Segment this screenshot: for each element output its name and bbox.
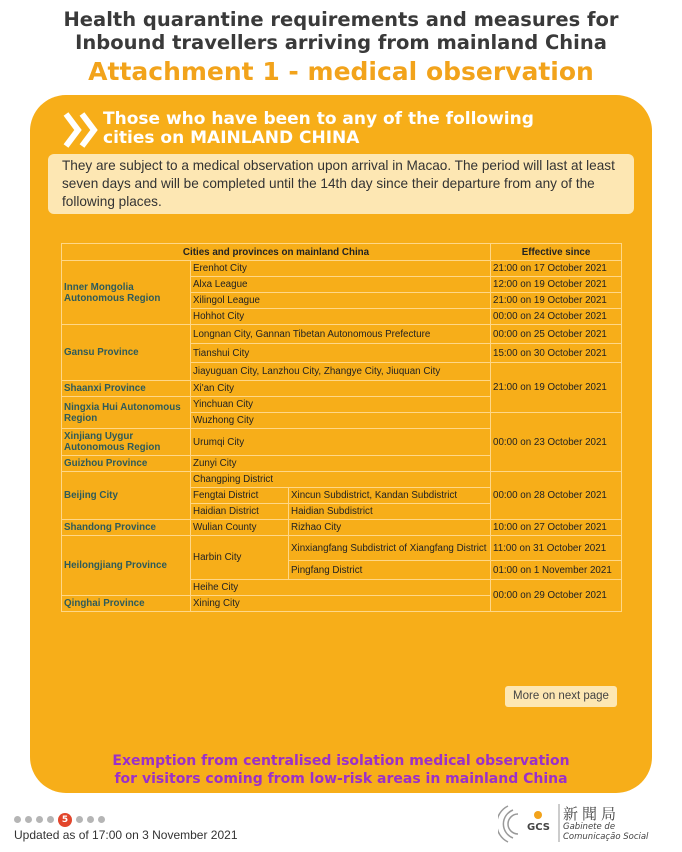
place-cell: Xi'an City xyxy=(191,381,491,397)
logo-abbreviation: GCS xyxy=(527,822,550,833)
province-cell: Inner Mongolia Autonomous Region xyxy=(62,261,191,325)
date-cell: 21:00 on 17 October 2021 xyxy=(491,261,622,277)
exemption-line-2: for visitors coming from low-risk areas in mainland China xyxy=(114,771,568,787)
date-cell: 01:00 on 1 November 2021 xyxy=(491,561,622,580)
page-dot[interactable] xyxy=(87,816,94,823)
date-cell: 00:00 on 28 October 2021 xyxy=(491,472,622,520)
table-row xyxy=(62,520,622,536)
province-cell: Xinjiang Uygur Autonomous Region xyxy=(62,429,191,456)
pagination-dots xyxy=(14,809,109,823)
date-cell: 12:00 on 19 October 2021 xyxy=(491,277,622,293)
observation-note: They are subject to a medical observation upon arrival in Macao. The period will last at least seven days and will be completed until the 14th day since their departure from any of the following places. xyxy=(48,154,634,214)
province-cell: Qinghai Province xyxy=(62,596,191,612)
place-cell: Alxa League xyxy=(191,277,491,293)
date-cell: 00:00 on 24 October 2021 xyxy=(491,309,622,325)
date-cell: 11:00 on 31 October 2021 xyxy=(491,536,622,561)
table-row xyxy=(62,325,622,344)
subdistrict-cell: Pingfang District xyxy=(289,561,491,580)
date-cell: 15:00 on 30 October 2021 xyxy=(491,344,622,363)
current-page-dot[interactable]: 5 xyxy=(58,813,72,827)
date-cell: 00:00 on 23 October 2021 xyxy=(491,413,622,472)
updated-timestamp: Updated as of 17:00 on 3 November 2021 xyxy=(14,828,238,842)
date-cell: 21:00 on 19 October 2021 xyxy=(491,363,622,413)
place-cell: Tianshui City xyxy=(191,344,491,363)
province-cell: Guizhou Province xyxy=(62,456,191,472)
cities-table xyxy=(61,243,622,612)
place-cell: Wulian County xyxy=(191,520,289,536)
place-cell: Harbin City xyxy=(191,536,289,580)
province-cell: Beijing City xyxy=(62,472,191,520)
subdistrict-cell: Xinxiangfang Subdistrict of Xiangfang District xyxy=(289,536,491,561)
place-cell: Jiayuguan City, Lanzhou City, Zhangye City, Jiuquan City xyxy=(191,363,491,381)
table-row xyxy=(62,261,622,277)
table-row xyxy=(62,536,622,561)
page-dot[interactable] xyxy=(25,816,32,823)
date-cell: 00:00 on 25 October 2021 xyxy=(491,325,622,344)
page-dot[interactable] xyxy=(14,816,21,823)
province-cell: Ningxia Hui Autonomous Region xyxy=(62,397,191,429)
place-cell: Fengtai District xyxy=(191,488,289,504)
exemption-line-1: Exemption from centralised isolation medical observation xyxy=(112,753,570,769)
province-cell: Heilongjiang Province xyxy=(62,536,191,596)
place-cell: Zunyi City xyxy=(191,456,491,472)
subdistrict-cell: Rizhao City xyxy=(289,520,491,536)
place-cell: Changping District xyxy=(191,472,491,488)
province-cell: Shandong Province xyxy=(62,520,191,536)
place-cell: Wuzhong City xyxy=(191,413,491,429)
logo-portuguese-name xyxy=(563,822,648,842)
subdistrict-cell: Xincun Subdistrict, Kandan Subdistrict xyxy=(289,488,491,504)
logo-name-line-2: Comunicação Social xyxy=(563,832,649,842)
title-line-2: Inbound travellers arriving from mainland China xyxy=(75,31,607,54)
more-on-next-page-button[interactable]: More on next page xyxy=(505,686,617,707)
section-heading xyxy=(103,110,534,148)
date-cell: 00:00 on 29 October 2021 xyxy=(491,580,622,612)
column-header: Cities and provinces on mainland China xyxy=(62,244,491,261)
table-row xyxy=(62,472,622,488)
title-line-1: Health quarantine requirements and measures for xyxy=(63,8,619,31)
subdistrict-cell: Haidian Subdistrict xyxy=(289,504,491,520)
date-cell: 21:00 on 19 October 2021 xyxy=(491,293,622,309)
table-header-row xyxy=(62,244,622,261)
province-cell: Gansu Province xyxy=(62,325,191,381)
page-dot[interactable] xyxy=(76,816,83,823)
place-cell: Xining City xyxy=(191,596,491,612)
section-heading-line-1: Those who have been to any of the following xyxy=(103,109,534,129)
province-cell: Shaanxi Province xyxy=(62,381,191,397)
exemption-link[interactable] xyxy=(0,752,682,788)
place-cell: Erenhot City xyxy=(191,261,491,277)
logo-chinese-name: 新聞局 xyxy=(563,805,621,823)
place-cell: Longnan City, Gannan Tibetan Autonomous Prefecture xyxy=(191,325,491,344)
double-chevron-icon xyxy=(63,110,101,150)
page-dot[interactable] xyxy=(36,816,43,823)
place-cell: Xilingol League xyxy=(191,293,491,309)
attachment-subtitle: Attachment 1 - medical observation xyxy=(88,57,594,86)
place-cell: Urumqi City xyxy=(191,429,491,456)
page-dot[interactable] xyxy=(98,816,105,823)
date-cell: 10:00 on 27 October 2021 xyxy=(491,520,622,536)
section-heading-line-2: cities on MAINLAND CHINA xyxy=(103,128,360,148)
column-header: Effective since xyxy=(491,244,622,261)
place-cell: Heihe City xyxy=(191,580,491,596)
logo-name-line-1: Gabinete de xyxy=(563,822,616,832)
place-cell: Haidian District xyxy=(191,504,289,520)
place-cell: Hohhot City xyxy=(191,309,491,325)
page-dot[interactable] xyxy=(47,816,54,823)
place-cell: Yinchuan City xyxy=(191,397,491,413)
